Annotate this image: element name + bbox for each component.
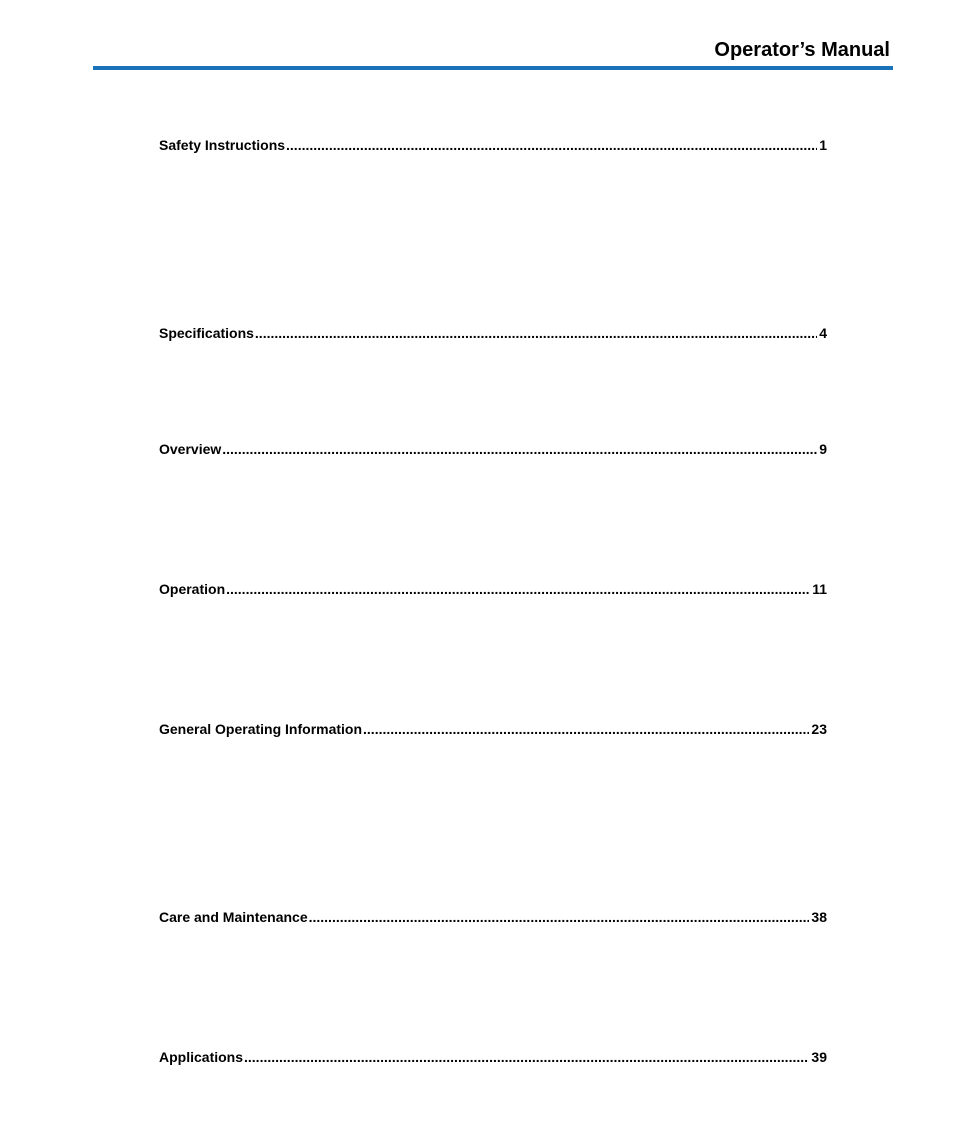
toc-dot-leader (255, 324, 817, 342)
toc-entry-label: Care and Maintenance (159, 909, 308, 925)
toc-entry-care-and-maintenance[interactable] (159, 908, 827, 926)
header-divider (93, 66, 893, 70)
toc-entry-page-number: 4 (819, 325, 827, 341)
toc-entry-page-number: 11 (812, 581, 827, 597)
toc-entry-overview[interactable] (159, 440, 827, 458)
toc-dot-leader (222, 440, 817, 458)
toc-entry-label: Operation (159, 581, 226, 597)
toc-entry-page-number: 9 (819, 441, 827, 457)
toc-entry-page-number: 38 (811, 909, 827, 925)
toc-entry-page-number: 23 (811, 721, 827, 737)
toc-dot-leader (309, 908, 810, 926)
toc-entry-page-number: 39 (811, 1049, 827, 1065)
toc-dot-leader (363, 720, 809, 738)
toc-entry-specifications[interactable] (159, 324, 827, 342)
toc-entry-label: Specifications (159, 325, 254, 341)
toc-entry-general-operating-information[interactable] (159, 720, 827, 738)
toc-dot-leader (244, 1048, 809, 1066)
toc-dot-leader (286, 136, 817, 154)
toc-entry-safety-instructions[interactable] (159, 136, 827, 154)
toc-dot-leader (226, 580, 810, 598)
toc-entry-label: Applications (159, 1049, 244, 1065)
toc-entry-label: General Operating Information (159, 721, 363, 737)
toc-entry-label: Safety Instructions (159, 137, 286, 153)
toc-entry-label: Overview (159, 441, 222, 457)
manual-title: Operator’s Manual (714, 39, 890, 61)
toc-entry-applications[interactable] (159, 1048, 827, 1066)
toc-entry-page-number: 1 (819, 137, 827, 153)
toc-entry-operation[interactable] (159, 580, 827, 598)
